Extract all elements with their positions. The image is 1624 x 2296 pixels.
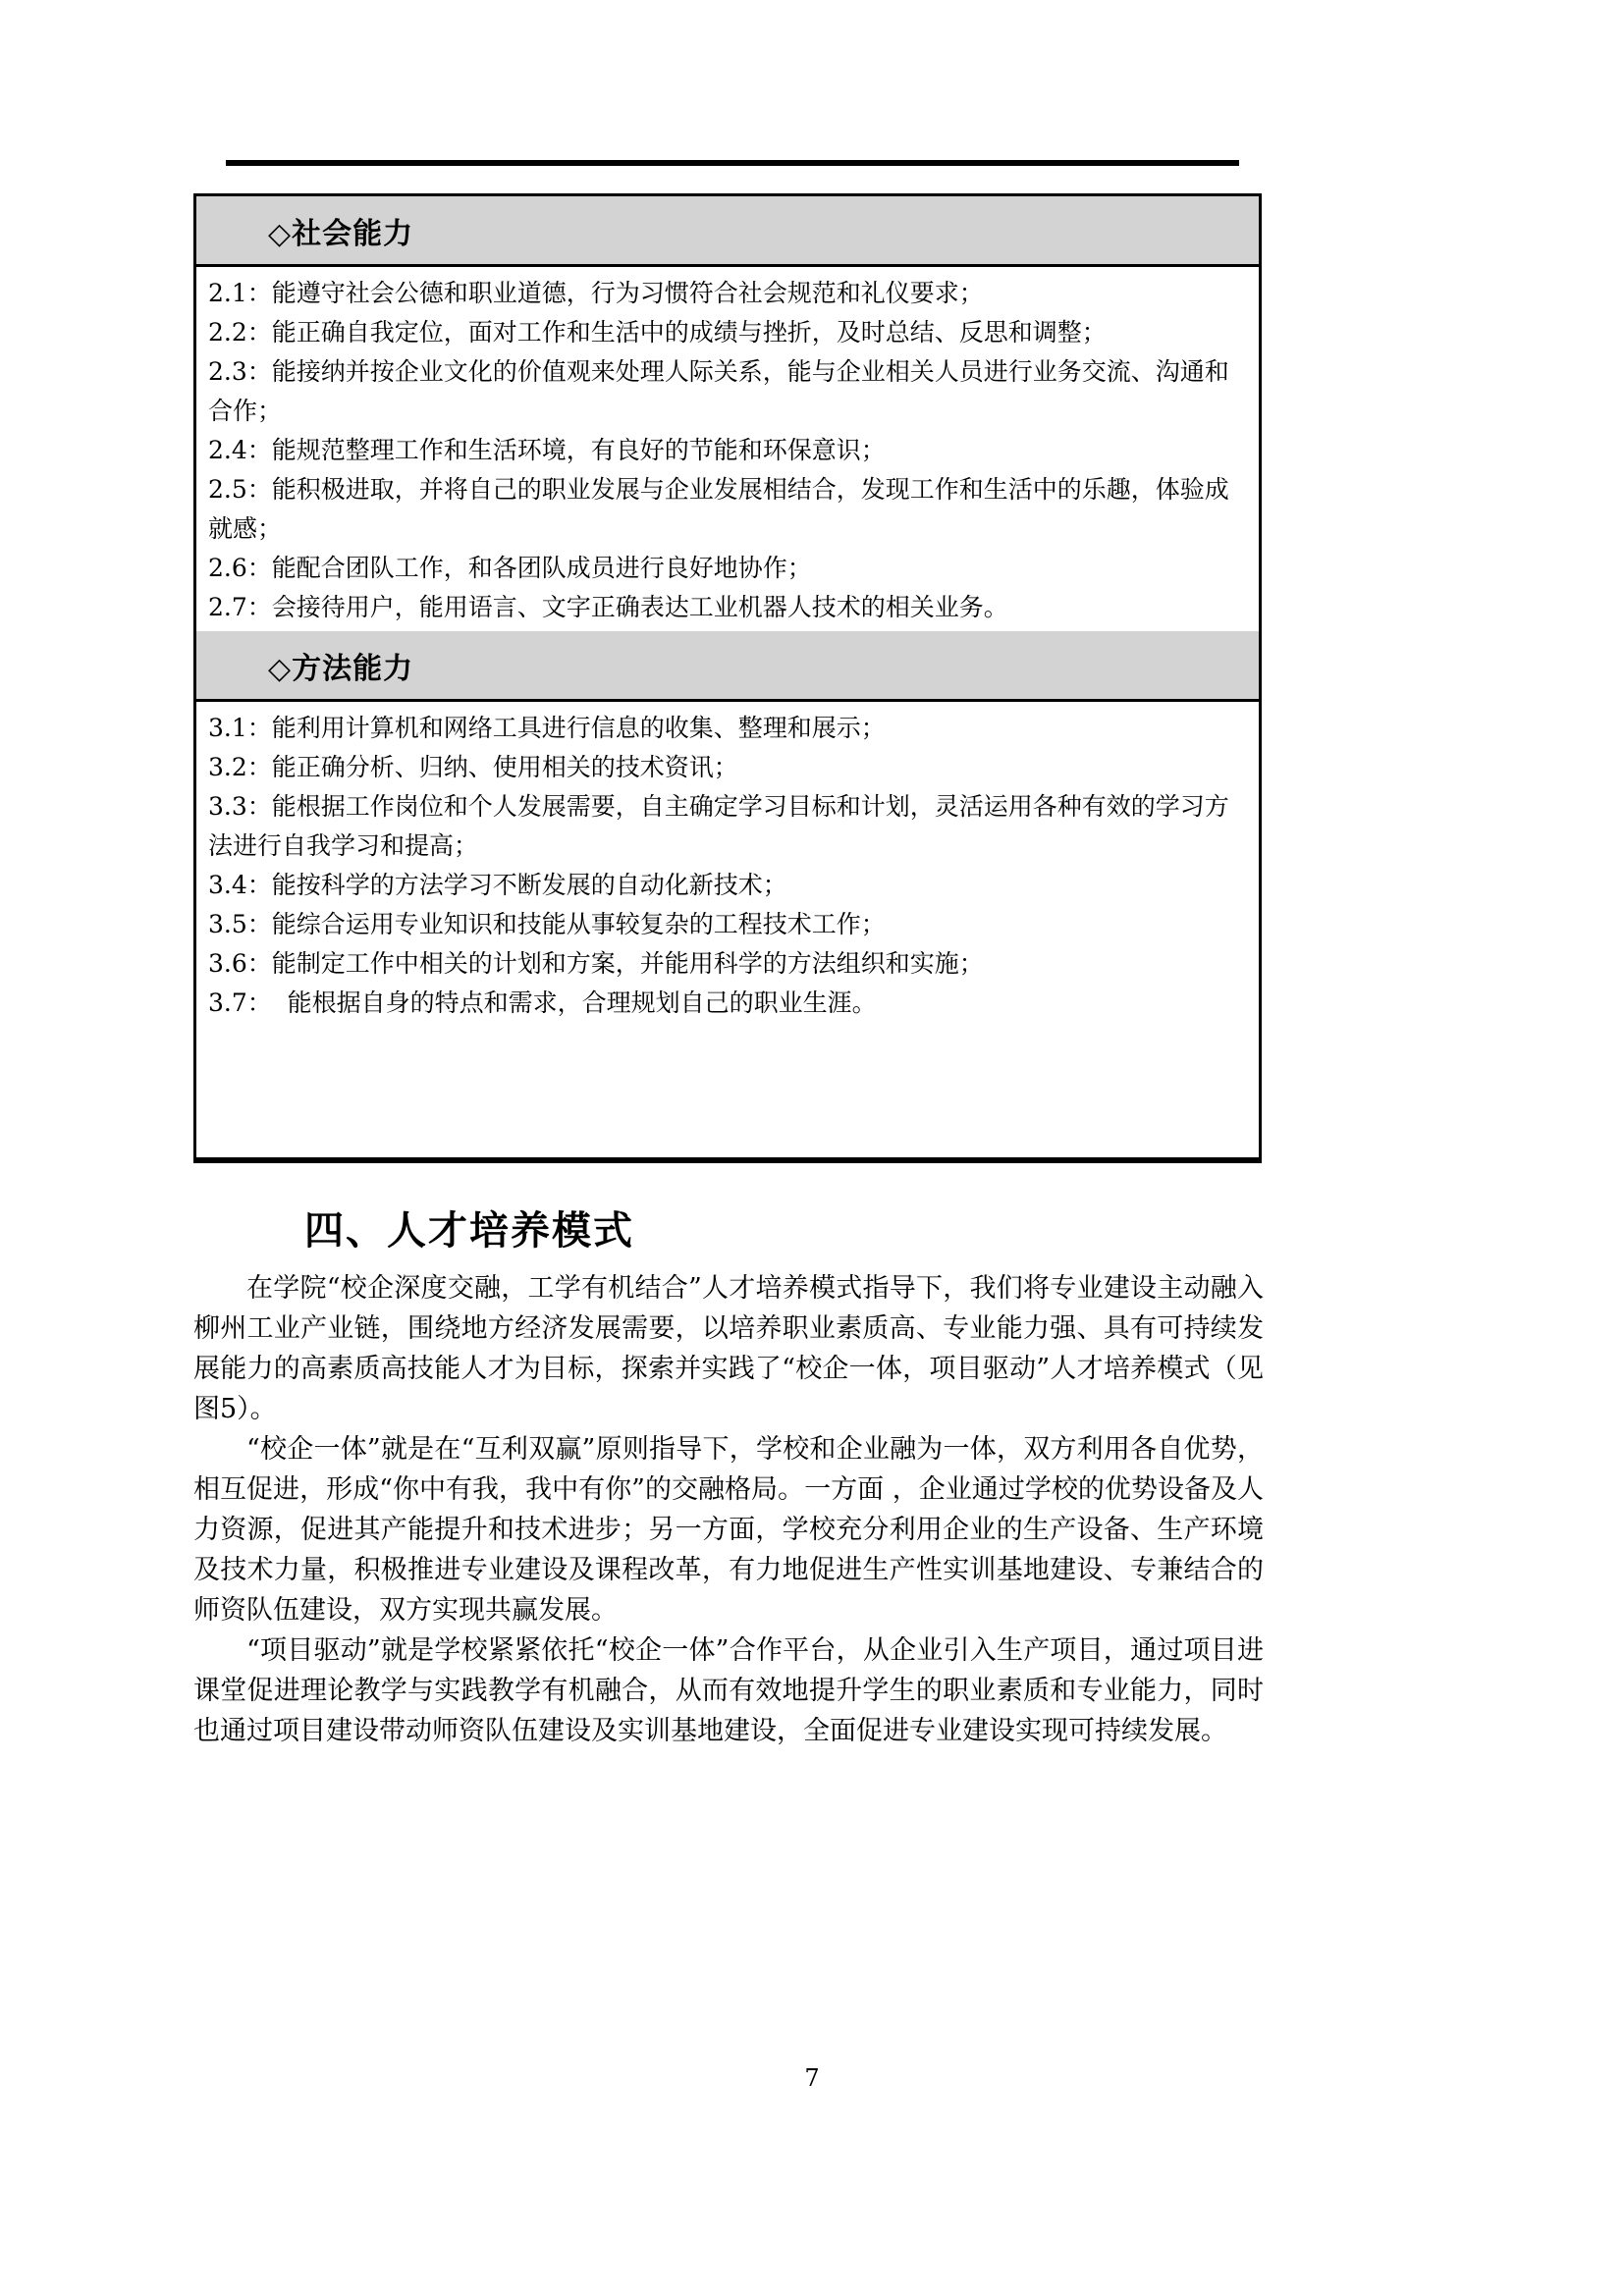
social-ability-header-label: ◇社会能力 [268, 216, 414, 251]
method-ability-header [196, 631, 1259, 702]
body-text [193, 1268, 1264, 1751]
capability-item: 3.6：能制定工作中相关的计划和方案，并能用科学的方法组织和实施； [208, 949, 984, 978]
paragraph: “项目驱动”就是学校紧紧依托“校企一体”合作平台，从企业引入生产项目，通过项目进课堂促进理论教学与实践教学有机融合，从而有效地提升学生的职业素质和专业能力，同时也通过项目建设带动师资队伍建设及实训基地建设，全面促进专业建设实现可持续发展。 [193, 1635, 1264, 1746]
header-rule [226, 160, 1239, 166]
page-number: 7 [804, 2064, 820, 2092]
capability-item: 2.3：能接纳并按企业文化的价值观来处理人际关系，能与企业相关人员进行业务交流、沟通和合作； [208, 357, 1229, 425]
capability-item: 3.3：能根据工作岗位和个人发展需要，自主确定学习目标和计划，灵活运用各种有效的学习方法进行自我学习和提高； [208, 792, 1229, 860]
capability-item: 3.5：能综合运用专业知识和技能从事较复杂的工程技术工作； [208, 910, 886, 938]
capability-item: 2.4：能规范整理工作和生活环境，有良好的节能和环保意识； [208, 436, 886, 464]
capability-item: 2.7：会接待用户，能用语言、文字正确表达工业机器人技术的相关业务。 [208, 593, 1008, 621]
capability-item: 3.1：能利用计算机和网络工具进行信息的收集、整理和展示； [208, 714, 886, 742]
capability-table [193, 193, 1262, 1163]
capability-item: 2.5：能积极进取，并将自己的职业发展与企业发展相结合，发现工作和生活中的乐趣，体验成就感； [208, 475, 1229, 543]
capability-item: 3.4：能按科学的方法学习不断发展的自动化新技术； [208, 871, 787, 899]
paragraph: 在学院“校企深度交融，工学有机结合”人才培养模式指导下，我们将专业建设主动融入柳州工业产业链，围绕地方经济发展需要，以培养职业素质高、专业能力强、具有可持续发展能力的高素质高技能人才为目标，探索并实践了“校企一体，项目驱动”人才培养模式（见图5）。 [193, 1273, 1264, 1424]
method-ability-header-label: ◇方法能力 [268, 651, 414, 686]
paragraph: “校企一体”就是在“互利双赢”原则指导下，学校和企业融为一体，双方利用各自优势，相互促进，形成“你中有我，我中有你”的交融格局。一方面 ，企业通过学校的优势设备及人力资源，促进其产能提升和技术进步；另一方面，学校充分利用企业的生产设备、生产环境及技术力量，积极推进专业建设及课程改革，有力地促进生产性实训基地建设、专兼结合的师资队伍建设，双方实现共赢发展。 [193, 1434, 1264, 1626]
capability-item: 3.2：能正确分析、归纳、使用相关的技术资讯； [208, 753, 738, 781]
capability-item: 2.1：能遵守社会公德和职业道德，行为习惯符合社会规范和礼仪要求； [208, 279, 984, 307]
social-ability-header [196, 196, 1259, 267]
capability-item: 3.7： 能根据自身的特点和需求，合理规划自己的职业生涯。 [208, 988, 877, 1017]
social-ability-items [196, 267, 1259, 631]
capability-item: 2.6：能配合团队工作，和各团队成员进行良好地协作； [208, 554, 812, 582]
capability-item: 2.2：能正确自我定位，面对工作和生活中的成绩与挫折，及时总结、反思和调整； [208, 318, 1107, 347]
section-heading: 四、人才培养模式 [304, 1208, 634, 1254]
method-ability-items [196, 702, 1259, 1157]
